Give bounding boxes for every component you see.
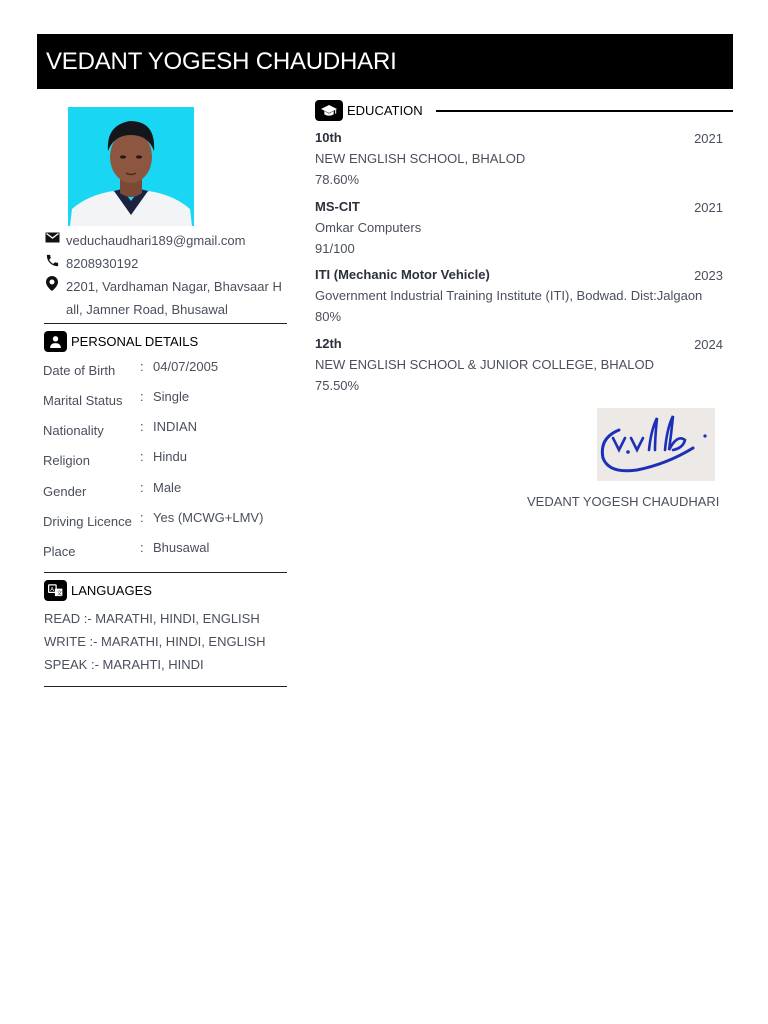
education-institution: NEW ENGLISH SCHOOL & JUNIOR COLLEGE, BHALOD <box>315 357 655 372</box>
place-value: Bhusawal <box>153 540 210 555</box>
address-text <box>66 275 282 321</box>
religion-label: Religion <box>43 453 90 468</box>
education-title: EDUCATION <box>347 103 423 118</box>
svg-text:A: A <box>50 587 55 594</box>
education-item-10th <box>315 131 723 187</box>
svg-text:文: 文 <box>56 590 63 597</box>
contact-address <box>44 275 294 321</box>
graduation-cap-icon <box>315 100 343 121</box>
religion-colon: : <box>140 449 144 464</box>
dob-colon: : <box>140 359 144 374</box>
education-year: 2024 <box>694 337 723 352</box>
marital-status-value: Single <box>153 389 190 404</box>
place-label: Place <box>43 544 76 559</box>
education-title-text: 10th <box>315 130 342 145</box>
personal-row-dob <box>43 359 293 383</box>
dob-value: 04/07/2005 <box>153 359 219 374</box>
education-heading-rule <box>436 110 733 112</box>
place-colon: : <box>140 540 144 555</box>
education-item-mscit <box>315 200 723 256</box>
personal-row-marital-status <box>43 389 293 413</box>
education-institution: NEW ENGLISH SCHOOL, BHALOD <box>315 151 526 166</box>
location-pin-icon <box>44 275 60 291</box>
gender-value: Male <box>153 480 182 495</box>
driving-licence-value: Yes (MCWG+LMV) <box>153 510 264 525</box>
marital-status-colon: : <box>140 389 144 404</box>
gender-colon: : <box>140 480 144 495</box>
gender-label: Gender <box>43 484 87 499</box>
nationality-colon: : <box>140 419 144 434</box>
phone-text: 8208930192 <box>66 256 139 271</box>
education-score: 91/100 <box>315 241 355 256</box>
education-year: 2023 <box>694 268 723 283</box>
education-title-text: ITI (Mechanic Motor Vehicle) <box>315 267 490 282</box>
signature-name: VEDANT YOGESH CHAUDHARI <box>527 494 720 509</box>
personal-row-place <box>43 540 293 564</box>
education-institution: Omkar Computers <box>315 220 422 235</box>
personal-details-heading <box>44 331 198 352</box>
signature-image <box>597 408 715 481</box>
education-score: 78.60% <box>315 172 360 187</box>
contact-phone <box>44 252 138 275</box>
dob-label: Date of Birth <box>43 363 116 378</box>
language-read: READ :- MARATHI, HINDI, ENGLISH <box>44 611 260 626</box>
address-line-1: 2201, Vardhaman Nagar, Bhavsaar H <box>66 279 282 294</box>
education-item-12th <box>315 337 723 393</box>
education-score: 75.50% <box>315 378 360 393</box>
education-year: 2021 <box>694 131 723 146</box>
profile-photo <box>68 107 194 226</box>
mail-icon <box>44 229 60 245</box>
education-title-text: 12th <box>315 336 342 351</box>
driving-licence-colon: : <box>140 510 144 525</box>
language-write: WRITE :- MARATHI, HINDI, ENGLISH <box>44 634 266 649</box>
education-heading <box>315 100 423 121</box>
education-score: 80% <box>315 309 342 324</box>
language-speak: SPEAK :- MARAHTI, HINDI <box>44 657 204 672</box>
education-title-text: MS-CIT <box>315 199 360 214</box>
section-divider <box>44 686 287 687</box>
contact-email <box>44 229 245 252</box>
education-item-iti <box>315 268 723 324</box>
religion-value: Hindu <box>153 449 187 464</box>
section-divider <box>44 572 287 573</box>
resume-header <box>37 34 733 89</box>
personal-details-title: PERSONAL DETAILS <box>71 334 199 349</box>
languages-title: LANGUAGES <box>71 583 152 598</box>
nationality-label: Nationality <box>43 423 104 438</box>
education-institution: Government Industrial Training Institute (ITI), Bodwad. Dist:Jalgaon <box>315 288 703 303</box>
candidate-name: VEDANT YOGESH CHAUDHARI <box>46 48 397 75</box>
nationality-value: INDIAN <box>153 419 198 434</box>
translate-icon <box>44 580 67 601</box>
personal-row-religion <box>43 449 293 473</box>
person-icon <box>44 331 67 352</box>
personal-row-nationality <box>43 419 293 443</box>
phone-icon <box>44 252 60 268</box>
email-text: veduchaudhari189@gmail.com <box>66 233 246 248</box>
driving-licence-label: Driving Licence <box>43 514 132 529</box>
education-year: 2021 <box>694 200 723 215</box>
languages-heading <box>44 580 152 601</box>
marital-status-label: Marital Status <box>43 393 123 408</box>
personal-row-driving-licence <box>43 510 293 534</box>
personal-row-gender <box>43 480 293 504</box>
address-line-2: all, Jamner Road, Bhusawal <box>66 302 228 317</box>
section-divider <box>44 323 287 324</box>
